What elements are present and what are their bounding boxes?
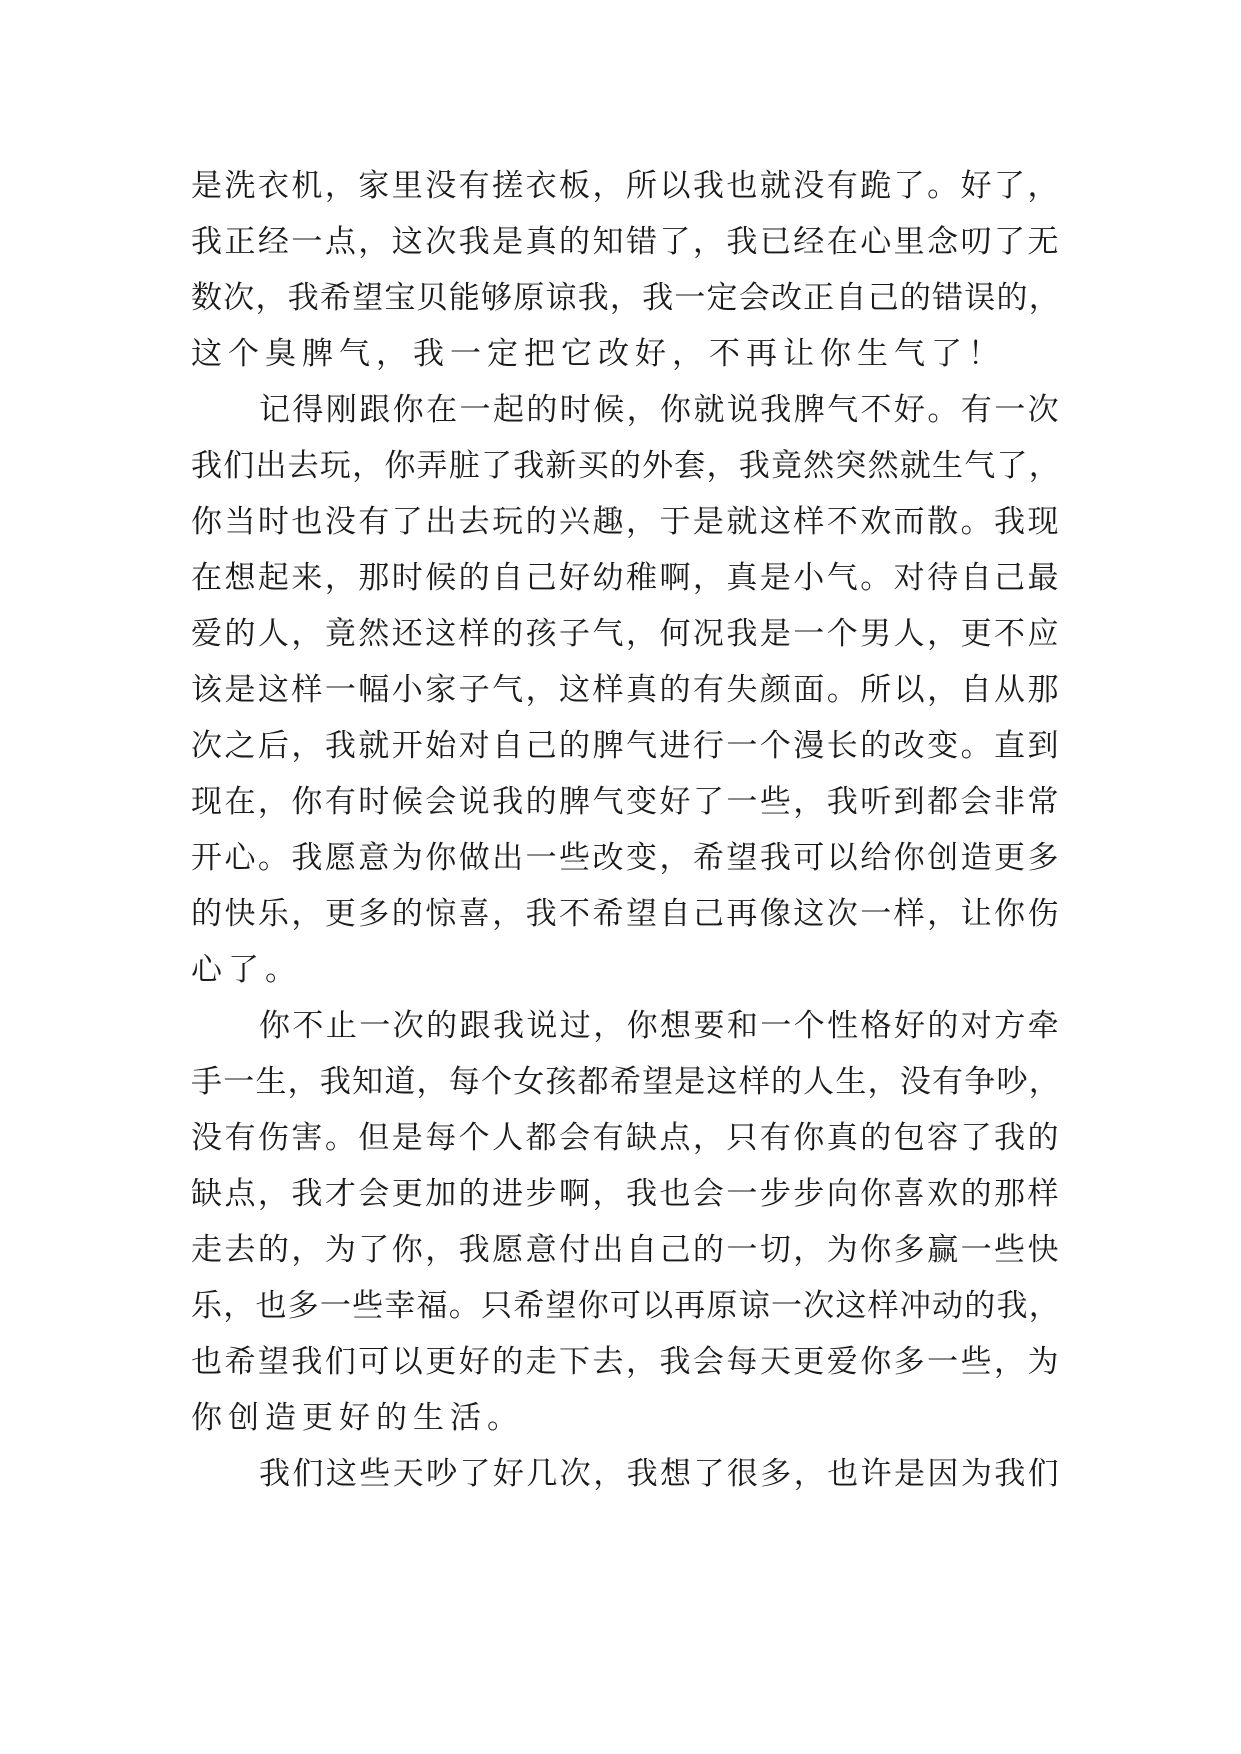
text-line: 开心。我愿意为你做出一些改变，希望我可以给你创造更多 [191, 840, 1061, 876]
text-line: 数次，我希望宝贝能够原谅我，我一定会改正自己的错误的， [191, 280, 1061, 316]
text-line: 乐，也多一些幸福。只希望你可以再原谅一次这样冲动的我， [191, 1288, 1061, 1324]
text-line: 该是这样一幅小家子气，这样真的有失颜面。所以，自从那 [191, 672, 1061, 708]
paragraph [191, 382, 1061, 998]
text-line: 手一生，我知道，每个女孩都希望是这样的人生，没有争吵， [191, 1064, 1061, 1100]
text-line: 走去的，为了你，我愿意付出自己的一切，为你多赢一些快 [191, 1232, 1061, 1268]
document-body [191, 158, 1061, 1502]
text-line: 现在，你有时候会说我的脾气变好了一些，我听到都会非常 [191, 784, 1061, 820]
text-line: 这个臭脾气，我一定把它改好，不再让你生气了！ [191, 336, 1005, 372]
text-line: 记得刚跟你在一起的时候，你就说我脾气不好。有一次 [259, 392, 1061, 428]
text-line: 我们这些天吵了好几次，我想了很多，也许是因为我们 [259, 1456, 1061, 1492]
paragraph [191, 158, 1061, 382]
paragraph [191, 1446, 1061, 1502]
text-line: 爱的人，竟然还这样的孩子气，何况我是一个男人，更不应 [191, 616, 1061, 652]
text-line: 也希望我们可以更好的走下去，我会每天更爱你多一些，为 [191, 1344, 1061, 1380]
text-line: 是洗衣机，家里没有搓衣板，所以我也就没有跪了。好了， [191, 168, 1061, 204]
text-line: 你创造更好的生活。 [191, 1400, 524, 1436]
text-line: 缺点，我才会更加的进步啊，我也会一步步向你喜欢的那样 [191, 1176, 1061, 1212]
text-line: 次之后，我就开始对自己的脾气进行一个漫长的改变。直到 [191, 728, 1061, 764]
text-line: 心了。 [191, 952, 302, 988]
text-line: 我正经一点，这次我是真的知错了，我已经在心里念叨了无 [191, 224, 1061, 260]
text-line: 的快乐，更多的惊喜，我不希望自己再像这次一样，让你伤 [191, 896, 1061, 932]
text-line: 你当时也没有了出去玩的兴趣，于是就这样不欢而散。我现 [191, 504, 1061, 540]
text-line: 在想起来，那时候的自己好幼稚啊，真是小气。对待自己最 [191, 560, 1061, 596]
paragraph [191, 998, 1061, 1446]
text-line: 没有伤害。但是每个人都会有缺点，只有你真的包容了我的 [191, 1120, 1061, 1156]
text-line: 我们出去玩，你弄脏了我新买的外套，我竟然突然就生气了， [191, 448, 1061, 484]
text-line: 你不止一次的跟我说过，你想要和一个性格好的对方牵 [259, 1008, 1061, 1044]
